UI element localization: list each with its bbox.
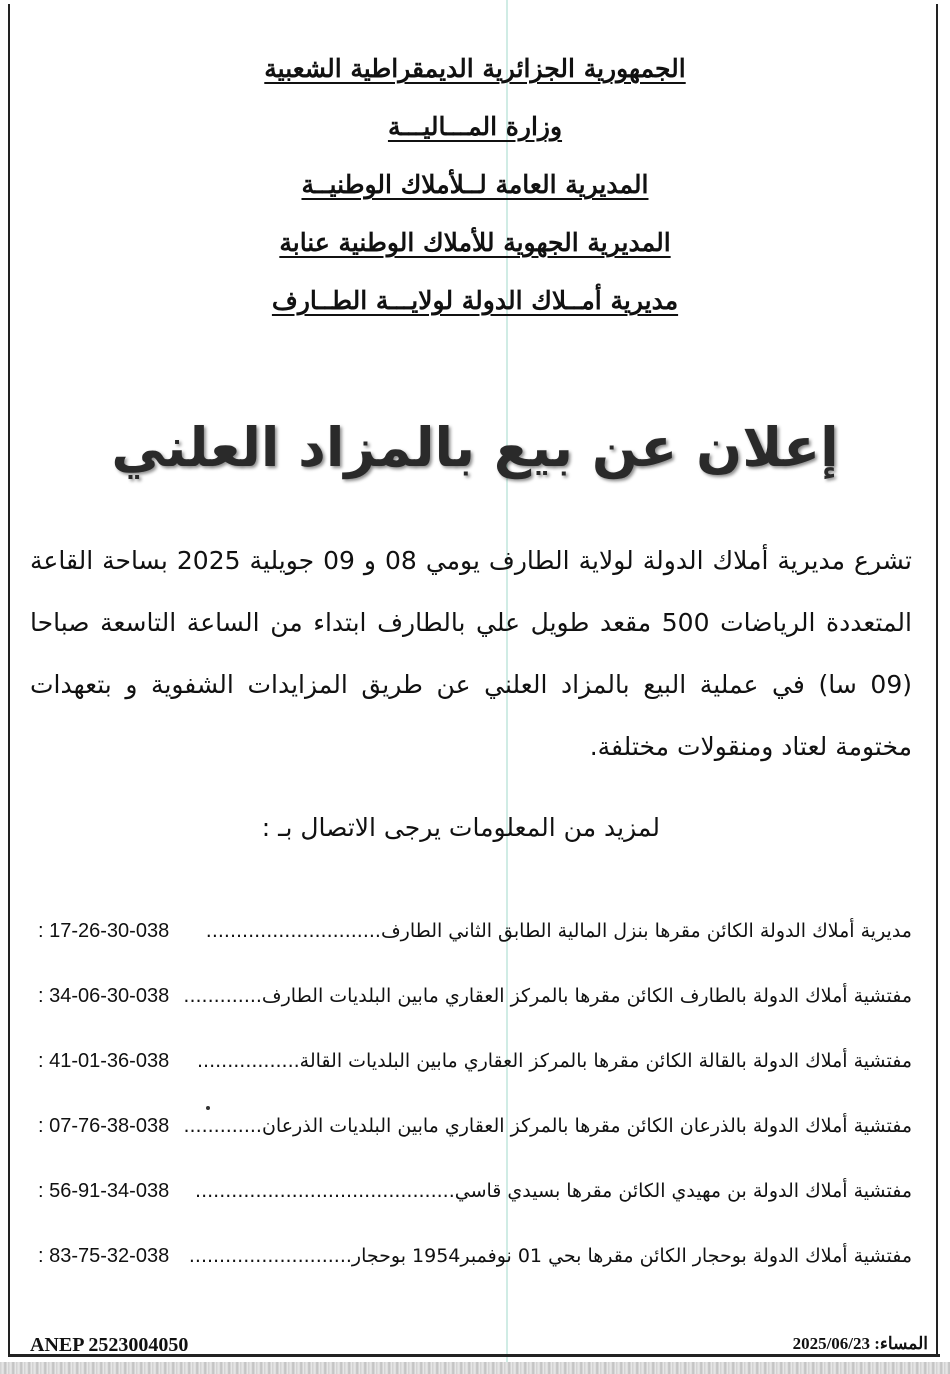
header-state-directorate: مديرية أمــلاك الدولة لولايـــة الطــارف [271,286,679,315]
header-regional-directorate: المديرية الجهوية للأملاك الوطنية عنابة [279,228,671,257]
contact-row [30,1235,912,1300]
scan-speck [206,1106,210,1110]
publication-date [793,1334,928,1354]
contact-label: مديرية أملاك الدولة الكائن مقرها بنزل المالية الطابق الثاني الطارف............................. [205,920,912,942]
contact-phone: : 07-76-38-038 [38,1115,170,1137]
contact-label: مفتشية أملاك الدولة بالطارف الكائن مقرها بالمركز العقاري مابين البلديات الطارف............. [183,985,912,1007]
header-ministry: وزارة المـــاليـــة [387,112,563,141]
publication-date-value: 2025/06/23 [792,1334,871,1353]
contact-row [30,1105,912,1170]
publication-date-label: المساء: [874,1334,928,1353]
announcement-body: تشرع مديرية أملاك الدولة لولاية الطارف يومي 08 و 09 جويلية 2025 بساحة القاعة المتعددة الرياضات 500 مقعد طويل علي بالطارف ابتداء من الساعة التاسعة صباحا (09 سا) في عملية البيع بالمزاد العلني عن طريق المزايدات الشفوية و بتعهدات مختومة لعتاد ومنقولات مختلفة. [30,546,913,761]
contact-phone: : 41-01-36-038 [38,1050,170,1072]
contact-phone: : 56-91-34-038 [38,1180,170,1202]
anep-reference: ANEP 2523004050 [30,1334,189,1356]
announcement-title: إعلان عن بيع بالمزاد العلني [111,416,839,479]
contact-row [30,975,912,1040]
contact-phone: : 34-06-30-038 [38,985,170,1007]
contact-list [30,910,912,1300]
header-general-directorate: المديرية العامة لــلأملاك الوطنيــة [301,170,649,199]
contact-header: لمزيد من المعلومات يرجى الاتصال بـ : [261,813,660,842]
contact-label: مفتشية أملاك الدولة بوحجار الكائن مقرها بحي 01 نوفمبر1954 بوحجار........................... [188,1245,912,1267]
header-republic: الجمهورية الجزائرية الديمقراطية الشعبية [264,54,686,83]
contact-label: مفتشية أملاك الدولة بن مهيدي الكائن مقرها بسيدي قاسي........................................... [195,1180,912,1202]
contact-phone: : 83-75-32-038 [38,1245,170,1267]
contact-row [30,910,912,975]
contact-row [30,1040,912,1105]
contact-phone: : 17-26-30-038 [38,920,170,942]
contact-label: مفتشية أملاك الدولة بالذرعان الكائن مقرها بالمركز العقاري مابين البلديات الذرعان............. [183,1115,912,1137]
bottom-rule [8,1354,940,1357]
contact-label: مفتشية أملاك الدولة بالقالة الكائن مقرها بالمركز العقاري مابين البلديات القالة................. [197,1050,912,1072]
scan-edge-strip [0,1362,950,1374]
contact-row [30,1170,912,1235]
